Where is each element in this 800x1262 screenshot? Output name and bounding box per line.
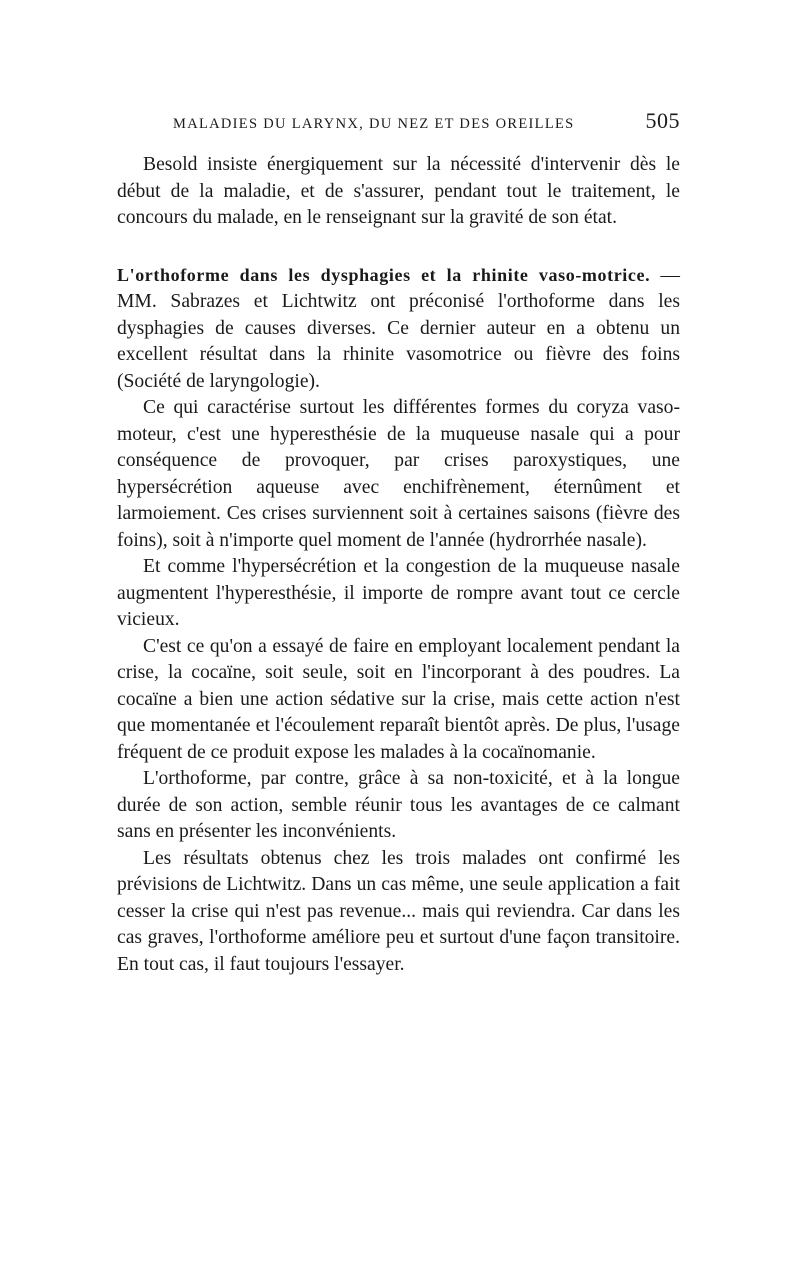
paragraph-orthoforme-intro <box>117 262 680 396</box>
book-page <box>117 108 680 978</box>
section-heading: L'orthoforme dans les dysphagies et la rhinite vaso-motrice. <box>117 264 651 285</box>
paragraph-orthoforme-text: — MM. Sabrazes et Lichtwitz ont préconisé l'orthoforme dans les dysphagies de causes diverses. Ce dernier auteur en a obtenu un excellent résultat dans la rhinite vasomotrice ou fièvre des foins (Société de laryngologie). <box>117 264 680 392</box>
paragraph-besold: Besold insiste énergiquement sur la nécessité d'intervenir dès le début de la maladie, et de s'assurer, pendant tout le traitement, le concours du malade, en le renseignant sur la gravité de son état. <box>117 154 680 228</box>
running-title: MALADIES DU LARYNX, DU NEZ ET DES OREILLES <box>173 116 575 132</box>
paragraph-cocaine: C'est ce qu'on a essayé de faire en employant localement pendant la crise, la cocaïne, soit seule, soit en l'incorporant à des poudres. La cocaïne a bien une action sédative sur la crise, mais cette action n'est que momentanée et l'écoulement reparaît bientôt après. De plus, l'usage fréquent de ce produit expose les malades à la cocaïnomanie. <box>117 635 680 763</box>
paragraph-hypersecretion: Et comme l'hypersécrétion et la congestion de la muqueuse nasale augmentent l'hyperesthésie, il importe de rompre avant tout ce cercle vicieux. <box>117 556 680 630</box>
paragraph-results: Les résultats obtenus chez les trois malades ont confirmé les prévisions de Lichtwitz. Dans un cas même, une seule application a fait cesser la crise qui n'est pas revenue... mais qui reviendra. Car dans les cas graves, l'orthoforme améliore peu et surtout d'une façon transitoire. En tout cas, il faut toujours l'essayer. <box>117 847 680 975</box>
paragraph-orthoforme-advantages: L'orthoforme, par contre, grâce à sa non-toxicité, et à la longue durée de son action, semble réunir tous les avantages de ce calmant sans en présenter les inconvénients. <box>117 768 680 842</box>
paragraph-coryza: Ce qui caractérise surtout les différentes formes du coryza vaso-moteur, c'est une hyperesthésie de la muqueuse nasale qui a pour conséquence de provoquer, par crises paroxystiques, une hypersécrétion aqueuse avec enchifrènement, éternûment et larmoiement. Ces crises surviennent soit à certaines saisons (fièvre des foins), soit à n'importe quel moment de l'année (hydrorrhée nasale). <box>117 397 680 551</box>
running-header <box>117 108 680 142</box>
page-number: 505 <box>645 108 680 133</box>
